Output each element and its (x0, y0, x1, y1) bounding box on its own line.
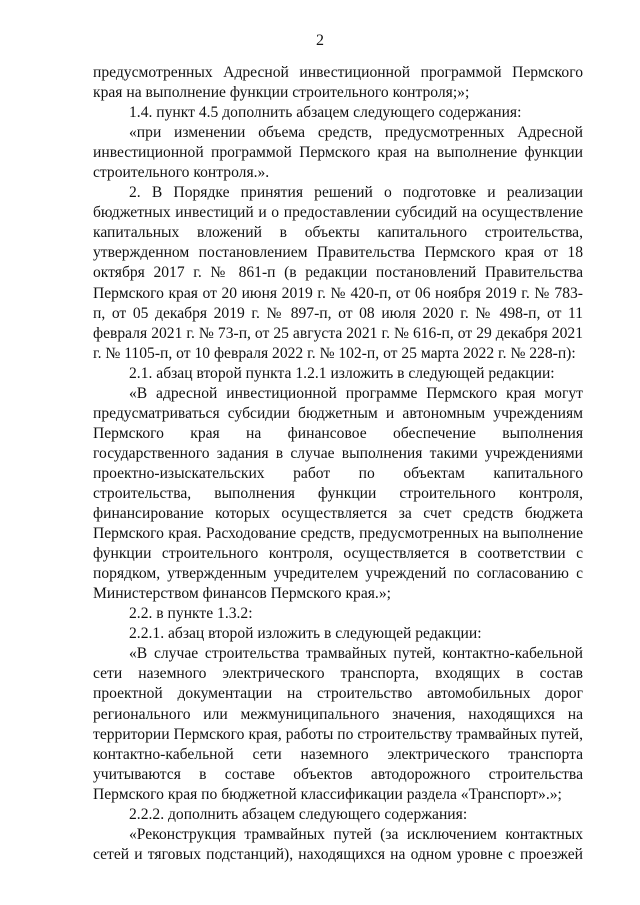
paragraph: «В адресной инвестиционной программе Пермского края могут предусматриваться субсидии бюджетным и автономным учреждениям Пермского края на финансовое обеспечение выполнения государственного задания в случае выполнения такими учреждениями проектно-изыскательских работ по объектам капитального строительства, выполнения функции строительного контроля, финансирование которых осуществляется за счет средств бюджета Пермского края. Расходование средств, предусмотренных на выполнение функции строительного контроля, осуществляется в соответствии с порядком, утвержденным учредителем учреждений по согласованию с Министерством финансов Пермского края.»; (93, 384, 583, 603)
paragraph: 2.2.2. дополнить абзацем следующего содержания: (129, 805, 468, 823)
paragraph: 1.4. пункт 4.5 дополнить абзацем следующего содержания: (129, 104, 522, 122)
paragraph: 2.1. абзац второй пункта 1.2.1 изложить в следующей редакции: (129, 364, 555, 382)
paragraph: «В случае строительства трамвайных путей, контактно-кабельной сети наземного электрического транспорта, входящих в состав проектной документации на строительство автомобильных дорог регионального или межмуниципального значения, находящихся на территории Пермского края, работы по строительству трамвайных путей, контактно-кабельной сети наземного электрического транспорта учитываются в составе объектов автодорожного строительства Пермского края по бюджетной классификации раздела «Транспорт».»; (93, 645, 583, 803)
paragraph: 2.2.1. абзац второй изложить в следующей редакции: (129, 625, 482, 643)
page-number: 2 (316, 32, 324, 49)
paragraph: «при изменении объема средств, предусмотренных Адресной инвестиционной программой Пермского края на выполнение функции строительного контроля.». (93, 124, 583, 182)
paragraph: «Реконструкция трамвайных путей (за исключением контактных сетей и тяговых подстанций), находящихся на одном уровне с проезжей (93, 825, 583, 863)
paragraph: 2.2. в пункте 1.3.2: (129, 605, 253, 623)
paragraph: 2. В Порядке принятия решений о подготовке и реализации бюджетных инвестиций и о предоставлении субсидий на осуществление капитальных вложений в объекты капитального строительства, утвержденном постановлением Правительства Пермского края от 18 октября 2017 г. № 861-п (в редакции постановлений Правительства Пермского края от 20 июня 2019 г. № 420-п, от 06 ноября 2019 г. № 783-п, от 05 декабря 2019 г. № 897-п, от 08 июля 2020 г. № 498-п, от 11 февраля 2021 г. № 73-п, от 25 августа 2021 г. № 616-п, от 29 декабря 2021 г. № 1105-п, от 10 февраля 2022 г. № 102-п, от 25 марта 2022 г. № 228-п): (93, 184, 583, 362)
paragraph: предусмотренных Адресной инвестиционной программой Пермского края на выполнение функции строительного контроля;»; (93, 64, 583, 102)
document-body (93, 63, 583, 865)
